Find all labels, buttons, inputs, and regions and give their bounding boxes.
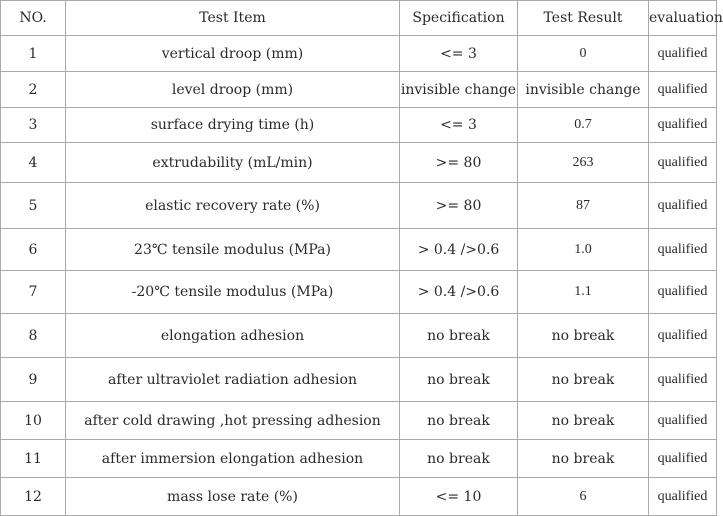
header-evaluation: evaluation bbox=[649, 1, 717, 36]
row-specification: <= 3 bbox=[400, 36, 518, 72]
row-test-result: 1.1 bbox=[518, 271, 649, 314]
table-row bbox=[1, 402, 717, 440]
row-test-result: 263 bbox=[518, 143, 649, 183]
table-row bbox=[1, 72, 717, 108]
row-test-item: extrudability (mL/min) bbox=[66, 143, 400, 183]
row-evaluation: qualified bbox=[649, 271, 717, 314]
row-evaluation: qualified bbox=[649, 143, 717, 183]
row-test-item: surface drying time (h) bbox=[66, 108, 400, 143]
row-specification: no break bbox=[400, 440, 518, 478]
row-test-result: 0 bbox=[518, 36, 649, 72]
table-row bbox=[1, 183, 717, 229]
table-row bbox=[1, 314, 717, 358]
row-test-result: 1.0 bbox=[518, 229, 649, 271]
row-test-item: after ultraviolet radiation adhesion bbox=[66, 358, 400, 402]
row-test-result: 0.7 bbox=[518, 108, 649, 143]
row-no: 9 bbox=[1, 358, 66, 402]
table-row bbox=[1, 229, 717, 271]
row-evaluation: qualified bbox=[649, 72, 717, 108]
row-test-result: 6 bbox=[518, 478, 649, 516]
row-evaluation: qualified bbox=[649, 229, 717, 271]
header-specification: Specification bbox=[400, 1, 518, 36]
row-test-item: level droop (mm) bbox=[66, 72, 400, 108]
row-no: 5 bbox=[1, 183, 66, 229]
row-no: 7 bbox=[1, 271, 66, 314]
row-evaluation: qualified bbox=[649, 358, 717, 402]
row-evaluation: qualified bbox=[649, 36, 717, 72]
row-specification: >= 80 bbox=[400, 143, 518, 183]
row-specification: <= 10 bbox=[400, 478, 518, 516]
row-specification: no break bbox=[400, 358, 518, 402]
table-row bbox=[1, 108, 717, 143]
row-no: 8 bbox=[1, 314, 66, 358]
row-no: 4 bbox=[1, 143, 66, 183]
table-row bbox=[1, 478, 717, 516]
row-test-item: after cold drawing ,hot pressing adhesion bbox=[66, 402, 400, 440]
row-specification: no break bbox=[400, 402, 518, 440]
row-specification: <= 3 bbox=[400, 108, 518, 143]
row-test-item: elongation adhesion bbox=[66, 314, 400, 358]
row-test-result: no break bbox=[518, 440, 649, 478]
row-no: 1 bbox=[1, 36, 66, 72]
row-evaluation: qualified bbox=[649, 108, 717, 143]
row-evaluation: qualified bbox=[649, 314, 717, 358]
table-row bbox=[1, 358, 717, 402]
row-test-result: no break bbox=[518, 358, 649, 402]
header-no: NO. bbox=[1, 1, 66, 36]
row-test-result: invisible change bbox=[518, 72, 649, 108]
row-test-item: 23℃ tensile modulus (MPa) bbox=[66, 229, 400, 271]
row-specification: >= 80 bbox=[400, 183, 518, 229]
header-test-item: Test Item bbox=[66, 1, 400, 36]
row-no: 11 bbox=[1, 440, 66, 478]
table-row bbox=[1, 440, 717, 478]
table-header-row bbox=[1, 1, 717, 36]
table-row bbox=[1, 36, 717, 72]
row-test-item: after immersion elongation adhesion bbox=[66, 440, 400, 478]
row-test-result: no break bbox=[518, 402, 649, 440]
row-evaluation: qualified bbox=[649, 440, 717, 478]
row-test-result: no break bbox=[518, 314, 649, 358]
row-no: 6 bbox=[1, 229, 66, 271]
header-test-result: Test Result bbox=[518, 1, 649, 36]
row-specification: > 0.4 />0.6 bbox=[400, 229, 518, 271]
row-test-item: vertical droop (mm) bbox=[66, 36, 400, 72]
row-evaluation: qualified bbox=[649, 402, 717, 440]
row-test-item: -20℃ tensile modulus (MPa) bbox=[66, 271, 400, 314]
row-no: 3 bbox=[1, 108, 66, 143]
table-row bbox=[1, 143, 717, 183]
row-test-item: elastic recovery rate (%) bbox=[66, 183, 400, 229]
row-evaluation: qualified bbox=[649, 183, 717, 229]
row-test-result: 87 bbox=[518, 183, 649, 229]
table-row bbox=[1, 271, 717, 314]
row-test-item: mass lose rate (%) bbox=[66, 478, 400, 516]
row-specification: no break bbox=[400, 314, 518, 358]
row-evaluation: qualified bbox=[649, 478, 717, 516]
row-specification: invisible change bbox=[400, 72, 518, 108]
row-no: 12 bbox=[1, 478, 66, 516]
row-no: 2 bbox=[1, 72, 66, 108]
row-no: 10 bbox=[1, 402, 66, 440]
row-specification: > 0.4 />0.6 bbox=[400, 271, 518, 314]
